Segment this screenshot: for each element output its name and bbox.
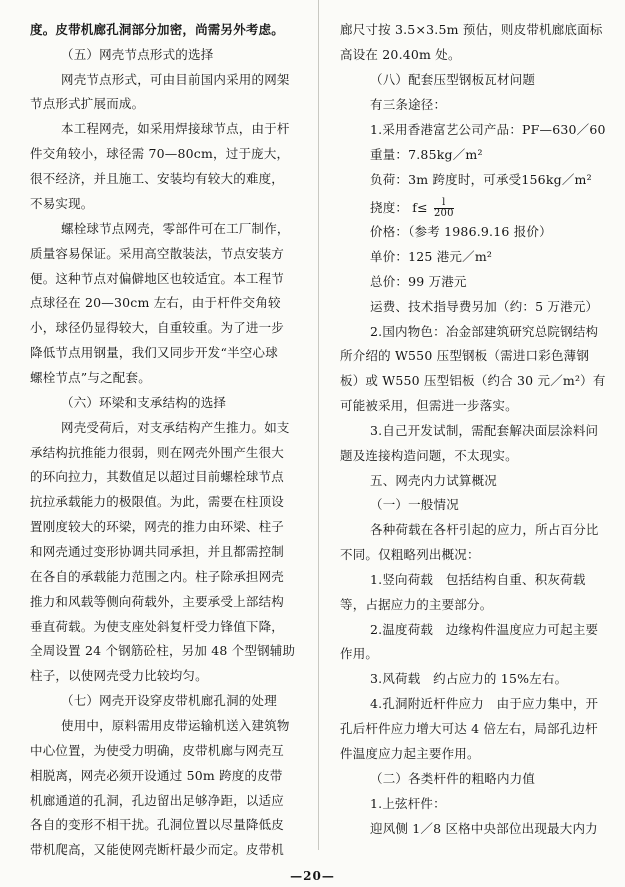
right-text-line: 各种荷载在各杆引起的应力，所占百分比 bbox=[370, 522, 599, 537]
left-text-line: 置刚度较大的环梁，网壳的推力由环梁、柱子 bbox=[30, 519, 285, 534]
right-text-line: 重量：7.85kg／m² bbox=[370, 147, 483, 162]
right-text-line: 总价：99 万港元 bbox=[370, 274, 467, 289]
left-text-line: 螺栓球节点网壳，零部件可在工厂制作， bbox=[61, 221, 290, 236]
right-text-line: 负荷：3m 跨度时，可承受156kg／m² bbox=[370, 172, 592, 187]
right-text-line: 孔后杆件应力增大可达 4 倍左右，局部孔边杆 bbox=[340, 721, 598, 736]
left-text-line: 中心位置，为使受力明确，皮带机廊与网壳互 bbox=[30, 743, 285, 758]
right-text-line: 3.自己开发试制，需配套解决面层涂料问 bbox=[370, 423, 599, 438]
right-text-line: （一）一般情况 bbox=[370, 497, 459, 512]
left-text-line: 垂直荷载。为使支座处斜复杆受力锋值下降， bbox=[30, 619, 285, 634]
left-text-line: 全周设置 24 个钢筋砼柱，另加 48 个型钢辅助 bbox=[30, 643, 296, 658]
right-text-line: 板）或 W550 压型铝板（约合 30 元／m²）有 bbox=[340, 373, 606, 388]
left-text-line: 很不经济，并且施工、安装均有较大的难度， bbox=[30, 171, 285, 186]
deflection-label: 挠度： bbox=[370, 200, 409, 215]
deflection-numerator: l bbox=[434, 198, 454, 209]
left-text-line: 网壳受荷后，对支承结构产生推力。如支 bbox=[61, 420, 290, 435]
right-text-line: 作用。 bbox=[340, 646, 379, 661]
right-text-line: 题及连接构造问题，不太现实。 bbox=[340, 448, 518, 463]
left-text-line: 和网壳通过变形协调共同承担，并且都需控制 bbox=[30, 544, 285, 559]
left-text-line: 质量容易保证。采用高空散装法，节点安装方 bbox=[30, 246, 285, 261]
page-number: —20— bbox=[290, 869, 335, 883]
right-text-line: 廊尺寸按 3.5×3.5m 预估，则皮带机廊底面标 bbox=[340, 22, 603, 37]
left-text-line: 便。这种节点对偏僻地区也较适宜。本工程节 bbox=[30, 271, 285, 286]
left-text-line: 节点形式扩展而成。 bbox=[30, 96, 145, 111]
left-text-line: 本工程网壳，如采用焊接球节点，由于杆 bbox=[61, 121, 290, 136]
left-text-line: 件交角较小，球径需 70—80cm，过于庞大， bbox=[30, 146, 290, 161]
left-text-line: 承结构抗推能力很弱，则在网壳外围产生很大 bbox=[30, 445, 285, 460]
left-text-line: 的环向拉力，其数值足以超过目前螺栓球节点 bbox=[30, 469, 285, 484]
right-text-line: 价格：（参考 1986.9.16 报价） bbox=[370, 224, 552, 239]
deflection-fraction bbox=[434, 198, 454, 219]
right-text-line: （二）各类杆件的粗略内力值 bbox=[370, 771, 536, 786]
left-text-line: （七）网壳开设穿皮带机廊孔洞的处理 bbox=[61, 693, 277, 708]
left-text-line: 柱子，以使网壳受力比较均匀。 bbox=[30, 668, 208, 683]
right-text-line: 不同。仅粗略列出概况： bbox=[340, 547, 480, 562]
right-text-line: 1.采用香港富艺公司产品：PF—630／60 bbox=[370, 122, 606, 137]
left-text-line: 各自的变形不相干扰。孔洞位置以尽量降低皮 bbox=[30, 817, 285, 832]
right-text-line: （八）配套压型钢板瓦材问题 bbox=[370, 72, 536, 87]
right-text-line: 迎风侧 1／8 区格中央部位出现最大内力 bbox=[370, 821, 598, 836]
right-text-line: 1.上弦杆件： bbox=[370, 796, 446, 811]
deflection-line bbox=[370, 198, 454, 219]
right-text-line: 单价：125 港元／m² bbox=[370, 249, 493, 264]
right-text-line: 件温度应力起主要作用。 bbox=[340, 746, 480, 761]
right-text-line: 五、网壳内力试算概况 bbox=[370, 473, 498, 488]
right-text-line: 有三条途径： bbox=[370, 97, 447, 112]
right-text-line: 3.风荷载 约占应力的 15%左右。 bbox=[370, 671, 568, 686]
left-text-line: 抗拉承载能力的极限值。为此，需要在柱顶设 bbox=[30, 494, 285, 509]
right-text-line: 2.温度荷载 边缘构件温度应力可起主要 bbox=[370, 622, 599, 637]
left-text-line: 降低节点用钢量，我们又同步开发“半空心球 bbox=[30, 345, 278, 360]
left-text-line: 带机爬高，又能使网壳断杆最少而定。皮带机 bbox=[30, 842, 285, 857]
left-text-line: 网壳节点形式，可由目前国内采用的网架 bbox=[61, 72, 290, 87]
left-text-line: 小，球径仍显得较大，自重较重。为了进一步 bbox=[30, 320, 285, 335]
right-text-line: 运费、技术指导费另加（约：5 万港元） bbox=[370, 299, 599, 314]
left-text-line: 机廊通道的孔洞，孔边留出足够净距，以适应 bbox=[30, 793, 285, 808]
right-text-line: 可能被采用，但需进一步落实。 bbox=[340, 398, 518, 413]
left-text-line: 度。皮带机廊孔洞部分加密，尚需另外考虑。 bbox=[30, 22, 285, 37]
right-text-line: 1.竖向荷载 包括结构自重、积灰荷载 bbox=[370, 572, 586, 587]
left-text-line: 不易实现。 bbox=[30, 196, 94, 211]
left-text-line: （六）环梁和支承结构的选择 bbox=[61, 395, 227, 410]
left-text-line: （五）网壳节点形式的选择 bbox=[61, 47, 214, 62]
right-text-line: 所介绍的 W550 压型钢板（需进口彩色薄钢 bbox=[340, 348, 590, 363]
right-text-line: 4.孔洞附近杆件应力 由于应力集中，开 bbox=[370, 696, 599, 711]
right-text-line: 高设在 20.40m 处。 bbox=[340, 47, 461, 62]
deflection-denominator: 200 bbox=[434, 208, 454, 219]
left-text-line: 点球径在 20—30cm 左右，由于杆件交角较 bbox=[30, 295, 281, 310]
left-text-line: 螺栓节点”与之配套。 bbox=[30, 370, 151, 385]
deflection-symbol: f≤ bbox=[412, 200, 428, 215]
right-text-line: 等，占据应力的主要部分。 bbox=[340, 597, 493, 612]
right-text-line: 2.国内物色：冶金部建筑研究总院钢结构 bbox=[370, 324, 599, 339]
column-divider bbox=[318, 0, 319, 850]
left-text-line: 在各自的承载能力范围之内。柱子除承担网壳 bbox=[30, 569, 285, 584]
left-text-line: 推力和风载等侧向荷载外，主要承受上部结构 bbox=[30, 594, 285, 609]
left-text-line: 使用中，原料需用皮带运输机送入建筑物 bbox=[61, 718, 290, 733]
left-text-line: 相脱离，网壳必须开设通过 50m 跨度的皮带 bbox=[30, 768, 283, 783]
